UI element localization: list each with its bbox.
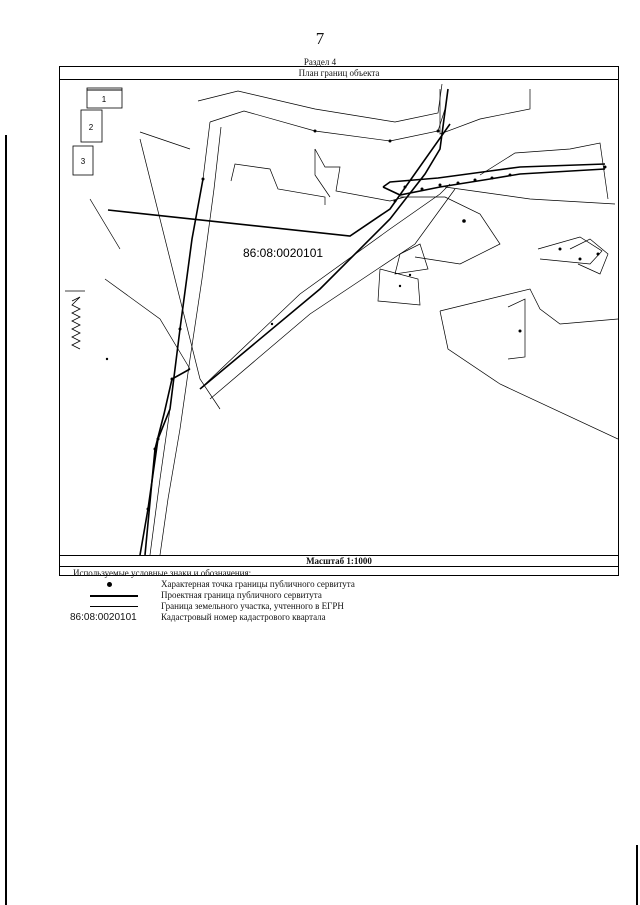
cadastral-map [60, 79, 618, 555]
legend-item-label: Характерная точка границы публичного сервитута [161, 579, 355, 589]
scan-edge-left [5, 135, 7, 905]
legend-item-label: Проектная граница публичного сервитута [161, 590, 322, 600]
inset-3 [73, 146, 93, 175]
legend-item-point [60, 579, 618, 590]
page-number: 7 [315, 29, 325, 48]
survey-ticks [65, 291, 85, 349]
legend-title: Используемые условные знаки и обозначения: [73, 568, 252, 578]
plan-title: План границ объекта [60, 67, 618, 80]
land-parcel-boundaries [90, 84, 618, 555]
legend-item-cadastral-number [60, 612, 618, 623]
section-title: Раздел 4 [303, 57, 337, 67]
inset-1-number: 1 [101, 95, 107, 104]
plan-frame [59, 66, 619, 623]
legend-item-label: Кадастровый номер кадастрового квартала [161, 612, 326, 622]
inset-1 [87, 88, 122, 108]
thin-line-icon [90, 606, 138, 607]
cadastral-number-sample: 86:08:0020101 [70, 612, 137, 623]
thick-line-icon [90, 595, 138, 597]
legend-item-parcel-line [60, 601, 618, 612]
inset-2-number: 2 [88, 123, 94, 132]
legend-item-servitude-line [60, 590, 618, 601]
inset-3-number: 3 [80, 157, 86, 166]
cadastral-quarter-number: 86:08:0020101 [243, 246, 324, 260]
point-dot-icon [107, 582, 112, 587]
servitude-boundary [108, 89, 605, 555]
scan-edge-right [636, 845, 638, 905]
inset-2 [81, 110, 102, 142]
legend-item-label: Граница земельного участка, учтенного в ЕГРН [161, 601, 344, 611]
map-scale: Масштаб 1:1000 [60, 555, 618, 567]
